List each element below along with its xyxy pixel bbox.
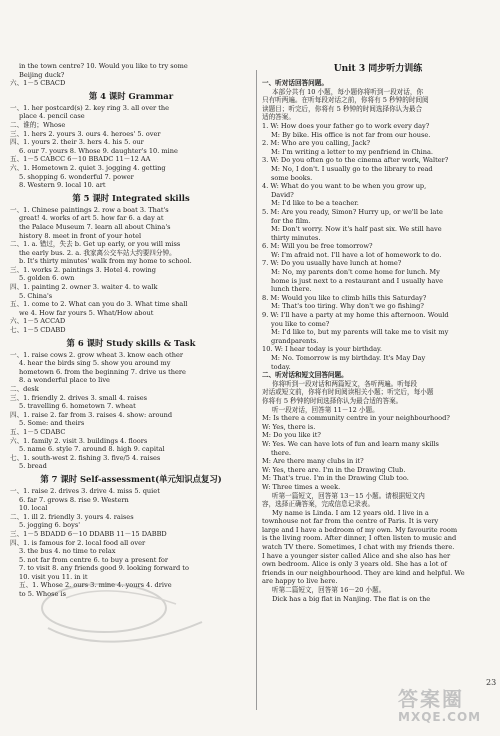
script-line: 本部分共有 10 小题，每小题你将听到一段对话，你 (272, 87, 424, 96)
answer-line: we 4. How far yours 5. What/How about (19, 308, 154, 317)
script-line: M: No, my parents don't come home for lunch. My (271, 268, 440, 277)
script-line: David? (271, 190, 294, 199)
script-line: 4. W: What do you want to be when you grow up, (262, 182, 427, 191)
script-line: 适的答案。 (262, 113, 295, 122)
script-line: thirty minutes. (271, 233, 321, 242)
script-line: some books. (271, 173, 313, 182)
script-line: 你将听到一段对话和两篇短文，各听两遍。听每段 (272, 379, 418, 388)
section-heading: 第 5 课时 Integrated skills (72, 192, 190, 203)
script-line: 只有听两遍。在听每段对话之前，你将有 5 秒钟的时间阅 (262, 96, 429, 105)
answer-line: 6. far 7. grows 8. rise 9. Western (19, 495, 129, 504)
answer-line: 7. to visit 8. any friends good 9. looking forward to (19, 564, 189, 573)
answer-line: 五、1－5 CABCC 6－10 BBADC 11－12 AA (10, 155, 151, 164)
answer-line: 二、1. ill 2. friendly 3. yours 4. raises (10, 512, 134, 521)
script-line: friends in our neighbourhood. They are kind and helpful. We (262, 568, 465, 577)
page-number: 23 (486, 678, 497, 687)
script-line: W: I'm afraid not. I'll have a lot of homework to do. (271, 250, 442, 259)
answer-line: 8. Western 9. local 10. art (19, 181, 106, 190)
answer-line: 6. our 7. yours 8. Whose 9. daughter's 10. mine (19, 146, 178, 155)
answer-line: 三、1－5 BDADD 6－10 DDABB 11－15 DABBD (10, 529, 167, 538)
column-divider (256, 70, 257, 710)
answer-line: 5. shopping 6. wonderful 7. power (19, 172, 134, 181)
script-line: 听第一篇短文，回答第 13－15 小题。请根据短文内 (272, 491, 425, 500)
answer-key-column (10, 62, 252, 599)
answer-line: 五、1. Whose 2. ours 3. mine 4. yours 4. drive (19, 581, 172, 590)
script-line: 1. W: How does your father go to work every day? (262, 121, 430, 130)
answer-line: 5. not far from centre 6. to buy a present for (19, 555, 169, 564)
answer-line: 四、1. painting 2. owner 3. waiter 4. to walk (10, 283, 158, 292)
script-line: grandparents. (271, 336, 319, 345)
answer-line: 二、1. a. 错过，失去 b. Get up early, or you will miss (10, 240, 181, 249)
answer-line: Beijing duck? (19, 70, 65, 79)
answer-line: 三、1. hers 2. yours 3. ours 4. heroes' 5. over (10, 129, 161, 138)
script-line: M: No, I don't. I usually go to the library to read (271, 164, 433, 173)
script-line: 6. M: Will you be free tomorrow? (262, 242, 373, 251)
answer-line: 一、1. raise 2. drives 3. drive 4. miss 5. quiet (10, 486, 160, 495)
script-line: M: Are there many clubs in it? (262, 457, 364, 466)
answer-line: 六、1. family 2. visit 3. buildings 4. floors (10, 436, 148, 445)
answer-line: 一、1. her postcard(s) 2. key ring 3. all over the (10, 103, 170, 112)
script-line: W: Yes. We can have lots of fun and learn many skills (262, 439, 439, 448)
listening-script-column (262, 62, 494, 603)
answer-line: 六、1－5 ACCAD (10, 317, 66, 326)
script-line: 一、听对话回答问题。 (262, 79, 328, 87)
section-heading: 第 7 课时 Self-assessment(单元知识点复习) (40, 473, 222, 484)
watermark-line-2: MXQE.COM (398, 710, 482, 724)
answer-line: history 8. meet in front of your hotel (19, 231, 142, 240)
answer-line: 七、1－5 CDABD (10, 326, 66, 335)
answer-line: 5. jogging 6. boys' (19, 521, 81, 530)
script-line: today. (271, 362, 291, 371)
script-line: 3. W: Do you often go to the cinema after work, Walter? (262, 156, 449, 165)
script-line: My name is Linda. I am 12 years old. I live in a (272, 508, 429, 517)
answer-line: 六、1－5 CBACD (10, 79, 66, 88)
answer-line: 五、1－5 CDABC (10, 427, 66, 436)
script-line: 对话或短文前，你将有时间阅读相关小题；听完后，每小题 (262, 388, 434, 397)
answer-line: 5. Some: and theirs (19, 419, 85, 428)
script-line: 听第二篇短文，回答第 16－20 小题。 (272, 586, 386, 595)
answer-line: 七、1. south-west 2. fishing 3. five/5 4. raises (10, 453, 161, 462)
script-line: watch TV there. Sometimes, I chat with my friends there. (262, 543, 455, 552)
script-line: 读题目；听完后，你将有 5 秒钟的时间选择你认为最合 (262, 104, 423, 113)
script-line: is the living room. After dinner, I often listen to music and (262, 534, 457, 543)
script-line: Dick has a big flat in Nanjing. The flat is on the (272, 594, 431, 603)
script-line: M: I'd like to be a teacher. (271, 199, 359, 208)
script-line: 你将有 5 秒钟的时间选择你认为最合适的答案。 (262, 396, 403, 405)
answer-line: 10. local (19, 504, 48, 513)
answer-line: 四、1. is famous for 2. local food all over (10, 538, 146, 547)
answer-line: 三、1. friendly 2. drives 3. small 4. raises (10, 393, 148, 402)
answer-line: place 4. pencil case (19, 112, 85, 121)
answer-line: 3. the bus 4. no time to relax (19, 547, 116, 556)
watermark-logo (398, 688, 492, 730)
script-line: M: Is there a community centre in your neighbourhood? (262, 414, 450, 423)
script-line: 8. M: Would you like to climb hills this Saturday? (262, 293, 427, 302)
answer-line: 三、1. works 2. paintings 3. Hotel 4. rowing (10, 265, 157, 274)
watermark-line-1: 答案圈 (398, 687, 464, 711)
answer-line: 二、谁的；Whose (10, 120, 66, 129)
answer-line: 5. golden 6. own (19, 274, 75, 283)
section-heading: Unit 3 同步听力训练 (333, 64, 423, 74)
ink-stamp-mark (26, 568, 226, 658)
script-line: 二、听对话和短文回答问题。 (262, 371, 348, 380)
script-line: 9. W: I'll have a party at my home this afternoon. Would (262, 311, 449, 320)
answer-line: great! 4. works of art 5. how far 6. a day at (19, 214, 164, 223)
answer-line: 四、1. raise 2. far from 3. raises 4. show: around (10, 410, 173, 419)
answer-line: the early bus. 2. a. 我家离公交车站大约要四分钟。 (19, 248, 176, 257)
script-line: you like to come? (271, 319, 330, 328)
script-line: 听一段对话，回答第 11－12 小题。 (272, 405, 379, 414)
section-heading: 第 4 课时 Grammar (88, 90, 174, 101)
script-line: large and I have a bedroom of my own. My favourite room (262, 525, 458, 534)
answer-line: 5. China's (19, 291, 53, 300)
answer-line: 五、1. come to 2. What can you do 3. What time shall (10, 300, 188, 309)
script-line: M: Do you like it? (262, 431, 321, 440)
answer-line: 六、1. Hometown 2. quiet 3. jogging 4. getting (10, 163, 166, 172)
script-line: 2. M: Who are you calling, Jack? (262, 139, 371, 148)
script-line: lunch there. (271, 285, 312, 294)
answer-line: to 5. Whose is (19, 590, 66, 599)
script-line: W: Three times a week. (262, 482, 341, 491)
script-line: home is just next to a restaurant and I usually have (271, 276, 444, 285)
answer-line: 一、1. raise cows 2. grow wheat 3. know each other (10, 350, 184, 359)
answer-line: b. It's thirty minutes' walk from my home to school. (19, 257, 192, 266)
script-line: M: Don't worry. Now it's half past six. We still have (271, 225, 442, 234)
script-line: M: That's true. I'm in the Drawing Club too. (262, 474, 409, 483)
answer-line: 8. a wonderful place to live (19, 376, 110, 385)
script-line: 容，选择正确答案，完成信息记录表。 (262, 500, 375, 509)
script-line: 7. W: Do you usually have lunch at home? (262, 259, 402, 268)
script-line: for the film. (271, 216, 311, 225)
section-heading: 第 6 课时 Study skills & Task (66, 337, 196, 348)
script-line: M: By bike. His office is not far from our house. (271, 130, 431, 139)
script-line: M: No. Tomorrow is my birthday. It's May Day (271, 354, 426, 362)
script-line: 10. W: I hear today is your birthday. (262, 345, 382, 354)
script-line: are happy to live here. (262, 577, 338, 586)
script-line: W: Yes, there is. (262, 422, 316, 431)
answer-line: 5. travelling 6. hometown 7. wheat (19, 402, 136, 411)
answer-line: 5. name 6. style 7. around 8. high 9. capital (19, 445, 165, 454)
script-line: M: That's too tiring. Why don't we go fishing? (271, 302, 424, 311)
answer-line: 二、desk (10, 385, 39, 393)
script-line: townhouse not far from the centre of Paris. It is very (262, 517, 439, 526)
script-line: M: I'd like to, but my parents will take me to visit my (271, 328, 449, 337)
script-line: own bedroom. Alice is only 3 years old. She has a lot of (262, 560, 447, 569)
script-line: I have a younger sister called Alice and she also has her (262, 551, 451, 560)
answer-line: 10. visit you 11. in it (19, 572, 88, 581)
answer-line: 4. hear the birds sing 5. show you around my (19, 359, 171, 368)
answer-line: 四、1. yours 2. their 3. hers 4. his 5. our (10, 138, 144, 147)
answer-line: 一、1. Chinese paintings 2. row a boat 3. That's (10, 205, 169, 214)
answer-line: in the town centre? 10. Would you like to try some (19, 62, 188, 70)
script-line: W: Yes, there are. I'm in the Drawing Club. (262, 465, 406, 474)
script-line: there. (271, 448, 291, 457)
answer-line: hometown 6. from the beginning 7. drive us there (19, 367, 186, 376)
answer-line: the Palace Museum 7. learn all about China's (19, 222, 171, 231)
script-line: M: I'm writing a letter to my penfriend in China. (271, 147, 434, 156)
answer-line: 5. bread (19, 462, 47, 471)
script-line: 5. M: Are you ready, Simon? Hurry up, or we'll be late (262, 207, 443, 216)
